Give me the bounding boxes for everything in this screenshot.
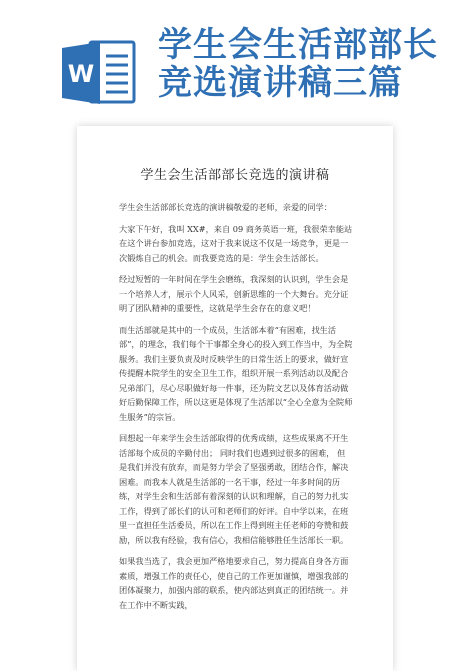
word-icon-letter: W [67, 60, 95, 88]
document-title: 学生会生活部部长竞选的演讲稿 [140, 168, 330, 183]
paragraph-intro: 大家下午好，我叫 XX#，来自 09 商务英语一班，我很荣幸能站在这个讲台参加竞选，这对于我来说这不仅是一场竞争，更是一次锻炼自己的机会。而我要竞选的是：学生会生活部长。 [119, 223, 353, 263]
banner-title-line1: 学生会生活部部长 [158, 25, 438, 65]
paragraph-achievements: 回想起一年来学生会生活部取得的优秀成绩，这些成果离不开生活部每个成员的辛勤付出； 同时我们也遇到过很多的困难， 但是我们并没有放弃，而是努力学会了坚强勇敢，团结合作，解决困难。而我本人就是生活部的一名干事，经过一年多时间的历练，对学生会和生活部有着深刻的认识和理解，自己的努力扎实工作，得到了部长们的认可和老师们的好评。自中学以来，在班里一直担任生活委员，所以在工作上得到班主任老师的夸赞和鼓励，所以我有经验，我有信心，我相信能够胜任生活部长一职。 [119, 433, 349, 545]
paragraph-experience: 经过短暂的一年时间在学生会磨练，我深刻的认识到，学生会是一个培养人才，展示个人风采，创新思维的一个大舞台。充分证明了团队精神的重要性，这就是学生会存在的意义吧！ [119, 274, 349, 313]
paragraph-department: 而生活部就是其中的一个成员，生活部本着“有困难，找生活部”，的理念，我们每个干事都全身心的投入到工作当中，为全院服务。我们主要负责及时反映学生的日常生活上的要求，做好宣传提醒本院学生的安全卫生工作，组织开展一系列活动以及配合兄弟部门，尽心尽职做好每一件事，还为院文艺以及体育活动做好后勤保障工作，所以这更是体现了生活部以“全心全意为全院师生服务”的宗旨。 [119, 324, 353, 422]
paragraph-salutation: 学生会生活部部长竞选的演讲稿敬爱的老师，亲爱的同学： [119, 202, 332, 212]
paragraph-plan: 如果我当选了，我会更加严格地要求自己，努力提高自身各方面素质，增强工作的责任心，使自己的工作更加谨慎，增强我部的团体凝聚力，加强内部的联系，使内部达到真正的团结统一。并在工作中不断实践， [119, 556, 349, 610]
document-page [77, 126, 393, 671]
banner [0, 0, 474, 120]
document-body [119, 200, 353, 612]
banner-headline [158, 26, 458, 102]
banner-title-line2: 竞选演讲稿三篇 [158, 63, 403, 103]
word-document-icon [60, 38, 138, 108]
